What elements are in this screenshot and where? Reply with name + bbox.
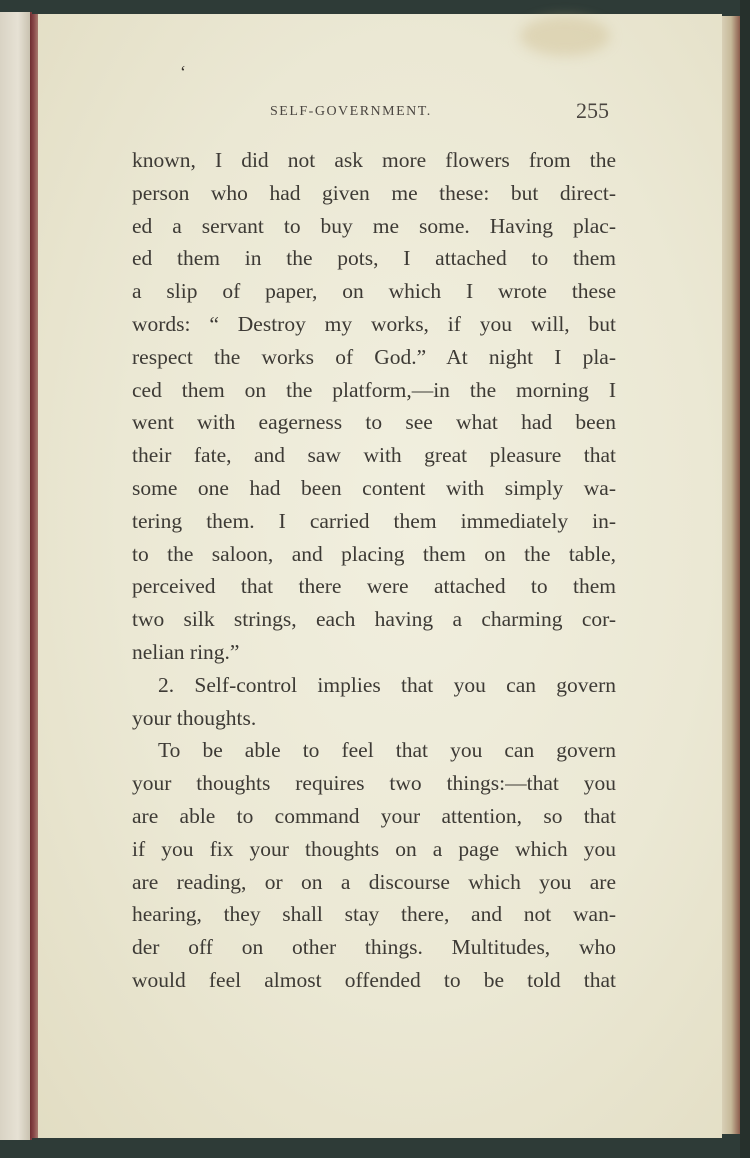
ink-mark-icon: ‘ xyxy=(180,62,186,82)
text-line: der off on other things. Multitudes, who xyxy=(132,935,616,960)
text-line: nelian ring.” xyxy=(132,639,240,664)
page-fore-edge xyxy=(722,16,740,1134)
text-line: 2. Self-control implies that you can govern xyxy=(158,672,616,697)
text-line: their fate, and saw with great pleasure that xyxy=(132,443,616,468)
page-stain xyxy=(520,16,610,56)
text-line: your thoughts. xyxy=(132,705,257,730)
text-line: are reading, or on a discourse which you are xyxy=(132,869,616,894)
text-line: went with eagerness to see what had been xyxy=(132,410,616,435)
text-line: ed a servant to buy me some. Having plac- xyxy=(132,213,616,238)
running-head: SELF-GOVERNMENT. xyxy=(270,104,432,119)
body-text xyxy=(132,144,616,997)
text-line: to the saloon, and placing them on the table, xyxy=(132,541,616,566)
text-line: words: “ Destroy my works, if you will, but xyxy=(132,311,616,336)
text-line: if you fix your thoughts on a page which you xyxy=(132,836,616,861)
text-line: would feel almost offended to be told that xyxy=(132,967,616,992)
text-line: two silk strings, each having a charming cor- xyxy=(132,607,616,632)
text-line: a slip of paper, on which I wrote these xyxy=(132,279,616,304)
text-line: known, I did not ask more flowers from the xyxy=(132,148,616,172)
text-line: some one had been content with simply wa- xyxy=(132,475,616,500)
text-line: hearing, they shall stay there, and not wan- xyxy=(132,902,616,927)
cover-edge xyxy=(740,0,750,1158)
text-line: ced them on the platform,—in the morning I xyxy=(132,377,616,402)
left-page-edge xyxy=(0,12,32,1140)
book-gutter xyxy=(30,14,38,1138)
text-line: ed them in the pots, I attached to them xyxy=(132,246,616,271)
text-line: tering them. I carried them immediately in- xyxy=(132,508,616,533)
text-line: your thoughts requires two things:—that you xyxy=(132,771,616,796)
text-line: To be able to feel that you can govern xyxy=(158,738,616,763)
text-line: perceived that there were attached to them xyxy=(132,574,616,599)
text-line: respect the works of God.” At night I pla- xyxy=(132,344,616,369)
text-line: person who had given me these: but direct- xyxy=(132,180,616,205)
page-number: 255 xyxy=(576,98,609,123)
text-line: are able to command your attention, so that xyxy=(132,803,616,828)
